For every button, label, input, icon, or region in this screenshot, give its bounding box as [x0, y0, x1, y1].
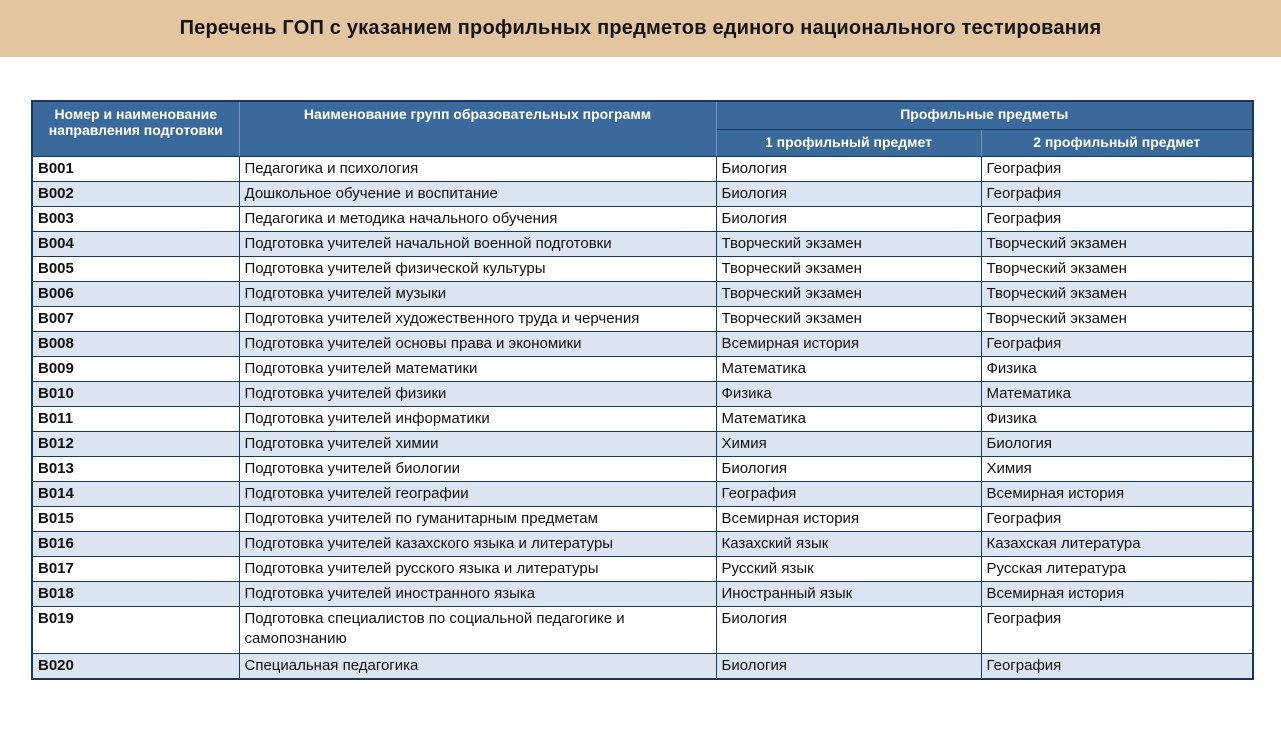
- col-header-subject-2: 2 профильный предмет: [981, 129, 1253, 156]
- cell-subject-2: Творческий экзамен: [981, 256, 1253, 281]
- cell-subject-1: Творческий экзамен: [716, 256, 981, 281]
- cell-code: B004: [32, 231, 239, 256]
- cell-program: Подготовка специалистов по социальной педагогике и самопознанию: [239, 606, 716, 653]
- cell-code: B019: [32, 606, 239, 653]
- table-row: [32, 456, 1253, 481]
- cell-subject-1: Казахский язык: [716, 531, 981, 556]
- cell-subject-1: Физика: [716, 381, 981, 406]
- cell-code: B020: [32, 653, 239, 679]
- cell-subject-1: Всемирная история: [716, 506, 981, 531]
- content-area: [0, 57, 1281, 680]
- cell-subject-1: Иностранный язык: [716, 581, 981, 606]
- table-row: [32, 506, 1253, 531]
- cell-code: B003: [32, 206, 239, 231]
- cell-subject-1: Биология: [716, 181, 981, 206]
- cell-subject-1: Биология: [716, 456, 981, 481]
- cell-code: B005: [32, 256, 239, 281]
- cell-subject-1: Русский язык: [716, 556, 981, 581]
- table-header: [32, 101, 1253, 156]
- cell-subject-2: География: [981, 206, 1253, 231]
- table-row: [32, 181, 1253, 206]
- table-row: [32, 256, 1253, 281]
- cell-subject-1: Математика: [716, 356, 981, 381]
- cell-subject-1: Математика: [716, 406, 981, 431]
- cell-subject-2: Биология: [981, 431, 1253, 456]
- table-row: [32, 306, 1253, 331]
- cell-subject-1: Всемирная история: [716, 331, 981, 356]
- cell-code: B018: [32, 581, 239, 606]
- cell-code: B009: [32, 356, 239, 381]
- cell-subject-1: География: [716, 481, 981, 506]
- cell-subject-2: География: [981, 181, 1253, 206]
- cell-program: Подготовка учителей биологии: [239, 456, 716, 481]
- table-row: [32, 581, 1253, 606]
- cell-program: Педагогика и методика начального обучения: [239, 206, 716, 231]
- cell-program: Подготовка учителей по гуманитарным предметам: [239, 506, 716, 531]
- cell-program: Подготовка учителей физики: [239, 381, 716, 406]
- col-header-program-groups: Наименование групп образовательных программ: [239, 101, 716, 156]
- title-bar: [0, 0, 1281, 57]
- cell-program: Подготовка учителей русского языка и литературы: [239, 556, 716, 581]
- cell-code: B011: [32, 406, 239, 431]
- cell-code: B008: [32, 331, 239, 356]
- cell-code: B013: [32, 456, 239, 481]
- table-row: [32, 431, 1253, 456]
- cell-program: Подготовка учителей казахского языка и литературы: [239, 531, 716, 556]
- cell-program: Подготовка учителей музыки: [239, 281, 716, 306]
- cell-code: B012: [32, 431, 239, 456]
- col-header-profile-subjects: Профильные предметы: [716, 101, 1253, 129]
- table-row: [32, 406, 1253, 431]
- cell-program: Подготовка учителей начальной военной подготовки: [239, 231, 716, 256]
- cell-program: Дошкольное обучение и воспитание: [239, 181, 716, 206]
- cell-subject-2: География: [981, 331, 1253, 356]
- cell-subject-2: Творческий экзамен: [981, 281, 1253, 306]
- col-header-subject-1: 1 профильный предмет: [716, 129, 981, 156]
- cell-program: Подготовка учителей географии: [239, 481, 716, 506]
- cell-code: B014: [32, 481, 239, 506]
- cell-subject-2: Химия: [981, 456, 1253, 481]
- cell-subject-2: География: [981, 606, 1253, 653]
- cell-program: Подготовка учителей математики: [239, 356, 716, 381]
- cell-subject-2: Русская литература: [981, 556, 1253, 581]
- table-row: [32, 156, 1253, 181]
- table-row: [32, 281, 1253, 306]
- cell-subject-1: Биология: [716, 206, 981, 231]
- cell-code: B002: [32, 181, 239, 206]
- cell-subject-1: Творческий экзамен: [716, 306, 981, 331]
- cell-program: Подготовка учителей художественного труда и черчения: [239, 306, 716, 331]
- cell-program: Подготовка учителей химии: [239, 431, 716, 456]
- cell-program: Подготовка учителей основы права и экономики: [239, 331, 716, 356]
- cell-subject-2: География: [981, 156, 1253, 181]
- cell-program: Подготовка учителей информатики: [239, 406, 716, 431]
- cell-code: B015: [32, 506, 239, 531]
- cell-subject-2: Творческий экзамен: [981, 231, 1253, 256]
- cell-code: B017: [32, 556, 239, 581]
- page-title: Перечень ГОП с указанием профильных предметов единого национального тестирования: [179, 17, 1102, 39]
- cell-subject-1: Творческий экзамен: [716, 231, 981, 256]
- cell-subject-1: Биология: [716, 156, 981, 181]
- cell-subject-2: География: [981, 506, 1253, 531]
- cell-code: B001: [32, 156, 239, 181]
- cell-subject-2: Казахская литература: [981, 531, 1253, 556]
- cell-subject-2: Физика: [981, 406, 1253, 431]
- table-row: [32, 531, 1253, 556]
- table-row: [32, 653, 1253, 679]
- cell-program: Педагогика и психология: [239, 156, 716, 181]
- table-row: [32, 331, 1253, 356]
- cell-subject-2: Всемирная история: [981, 581, 1253, 606]
- cell-program: Подготовка учителей физической культуры: [239, 256, 716, 281]
- cell-subject-1: Биология: [716, 653, 981, 679]
- table-row: [32, 206, 1253, 231]
- cell-subject-2: География: [981, 653, 1253, 679]
- cell-subject-1: Биология: [716, 606, 981, 653]
- table-body: [32, 156, 1253, 679]
- table-row: [32, 381, 1253, 406]
- cell-subject-1: Творческий экзамен: [716, 281, 981, 306]
- cell-program: Подготовка учителей иностранного языка: [239, 581, 716, 606]
- cell-subject-2: Математика: [981, 381, 1253, 406]
- header-row-main: [32, 101, 1253, 129]
- cell-subject-1: Химия: [716, 431, 981, 456]
- programs-table: [31, 100, 1254, 680]
- cell-code: B007: [32, 306, 239, 331]
- cell-subject-2: Всемирная история: [981, 481, 1253, 506]
- cell-code: B016: [32, 531, 239, 556]
- cell-code: B006: [32, 281, 239, 306]
- table-row: [32, 606, 1253, 653]
- cell-program: Специальная педагогика: [239, 653, 716, 679]
- cell-subject-2: Творческий экзамен: [981, 306, 1253, 331]
- table-row: [32, 231, 1253, 256]
- col-header-direction: Номер и наименование направления подготовки: [32, 101, 239, 156]
- cell-subject-2: Физика: [981, 356, 1253, 381]
- table-row: [32, 556, 1253, 581]
- cell-code: B010: [32, 381, 239, 406]
- table-row: [32, 356, 1253, 381]
- table-row: [32, 481, 1253, 506]
